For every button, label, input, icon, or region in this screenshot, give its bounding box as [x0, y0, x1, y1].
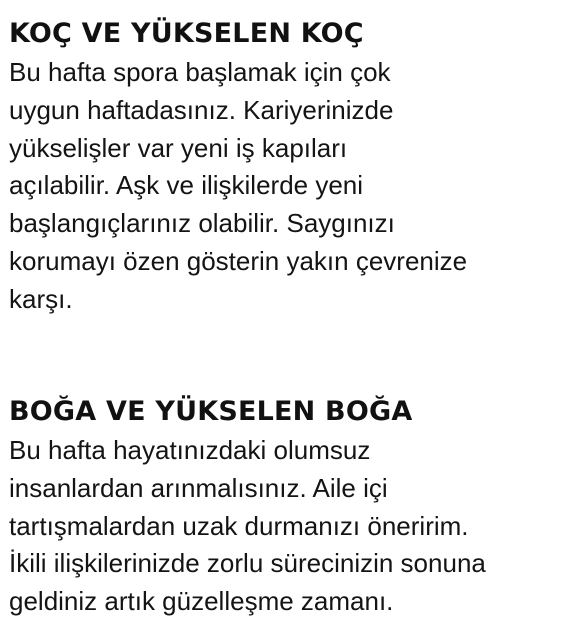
body-line: tartışmalardan uzak durmanızı öneririm.: [9, 510, 469, 541]
body-line: korumayı özen gösterin yakın çevrenize: [9, 245, 468, 276]
section-body: [9, 54, 574, 319]
body-line: uygun haftadasınız. Kariyerinizde: [9, 94, 394, 125]
section-heading: KOÇ VE YÜKSELEN KOÇ: [9, 18, 364, 49]
horoscope-section-taurus: [9, 392, 574, 621]
body-line: Bu hafta hayatınızdaki olumsuz: [9, 435, 371, 465]
section-body: [9, 432, 574, 621]
body-line: geldiniz artık güzelleşme zamanı.: [9, 586, 394, 617]
body-line: yükselişler var yeni iş kapıları: [9, 132, 348, 163]
body-line: açılabilir. Aşk ve ilişkilerde yeni: [9, 170, 364, 201]
body-line: başlangıçlarınız olabilir. Saygınızı: [9, 208, 395, 239]
body-line: insanlardan arınmalısınız. Aile içi: [9, 472, 388, 503]
horoscope-section-aries: [9, 14, 574, 319]
body-line: İkili ilişkilerinizde zorlu sürecinizin sonuna: [9, 548, 486, 579]
section-heading: BOĞA VE YÜKSELEN BOĞA: [9, 396, 413, 427]
body-line: karşı.: [9, 283, 73, 314]
body-line: Bu hafta spora başlamak için çok: [9, 57, 391, 87]
